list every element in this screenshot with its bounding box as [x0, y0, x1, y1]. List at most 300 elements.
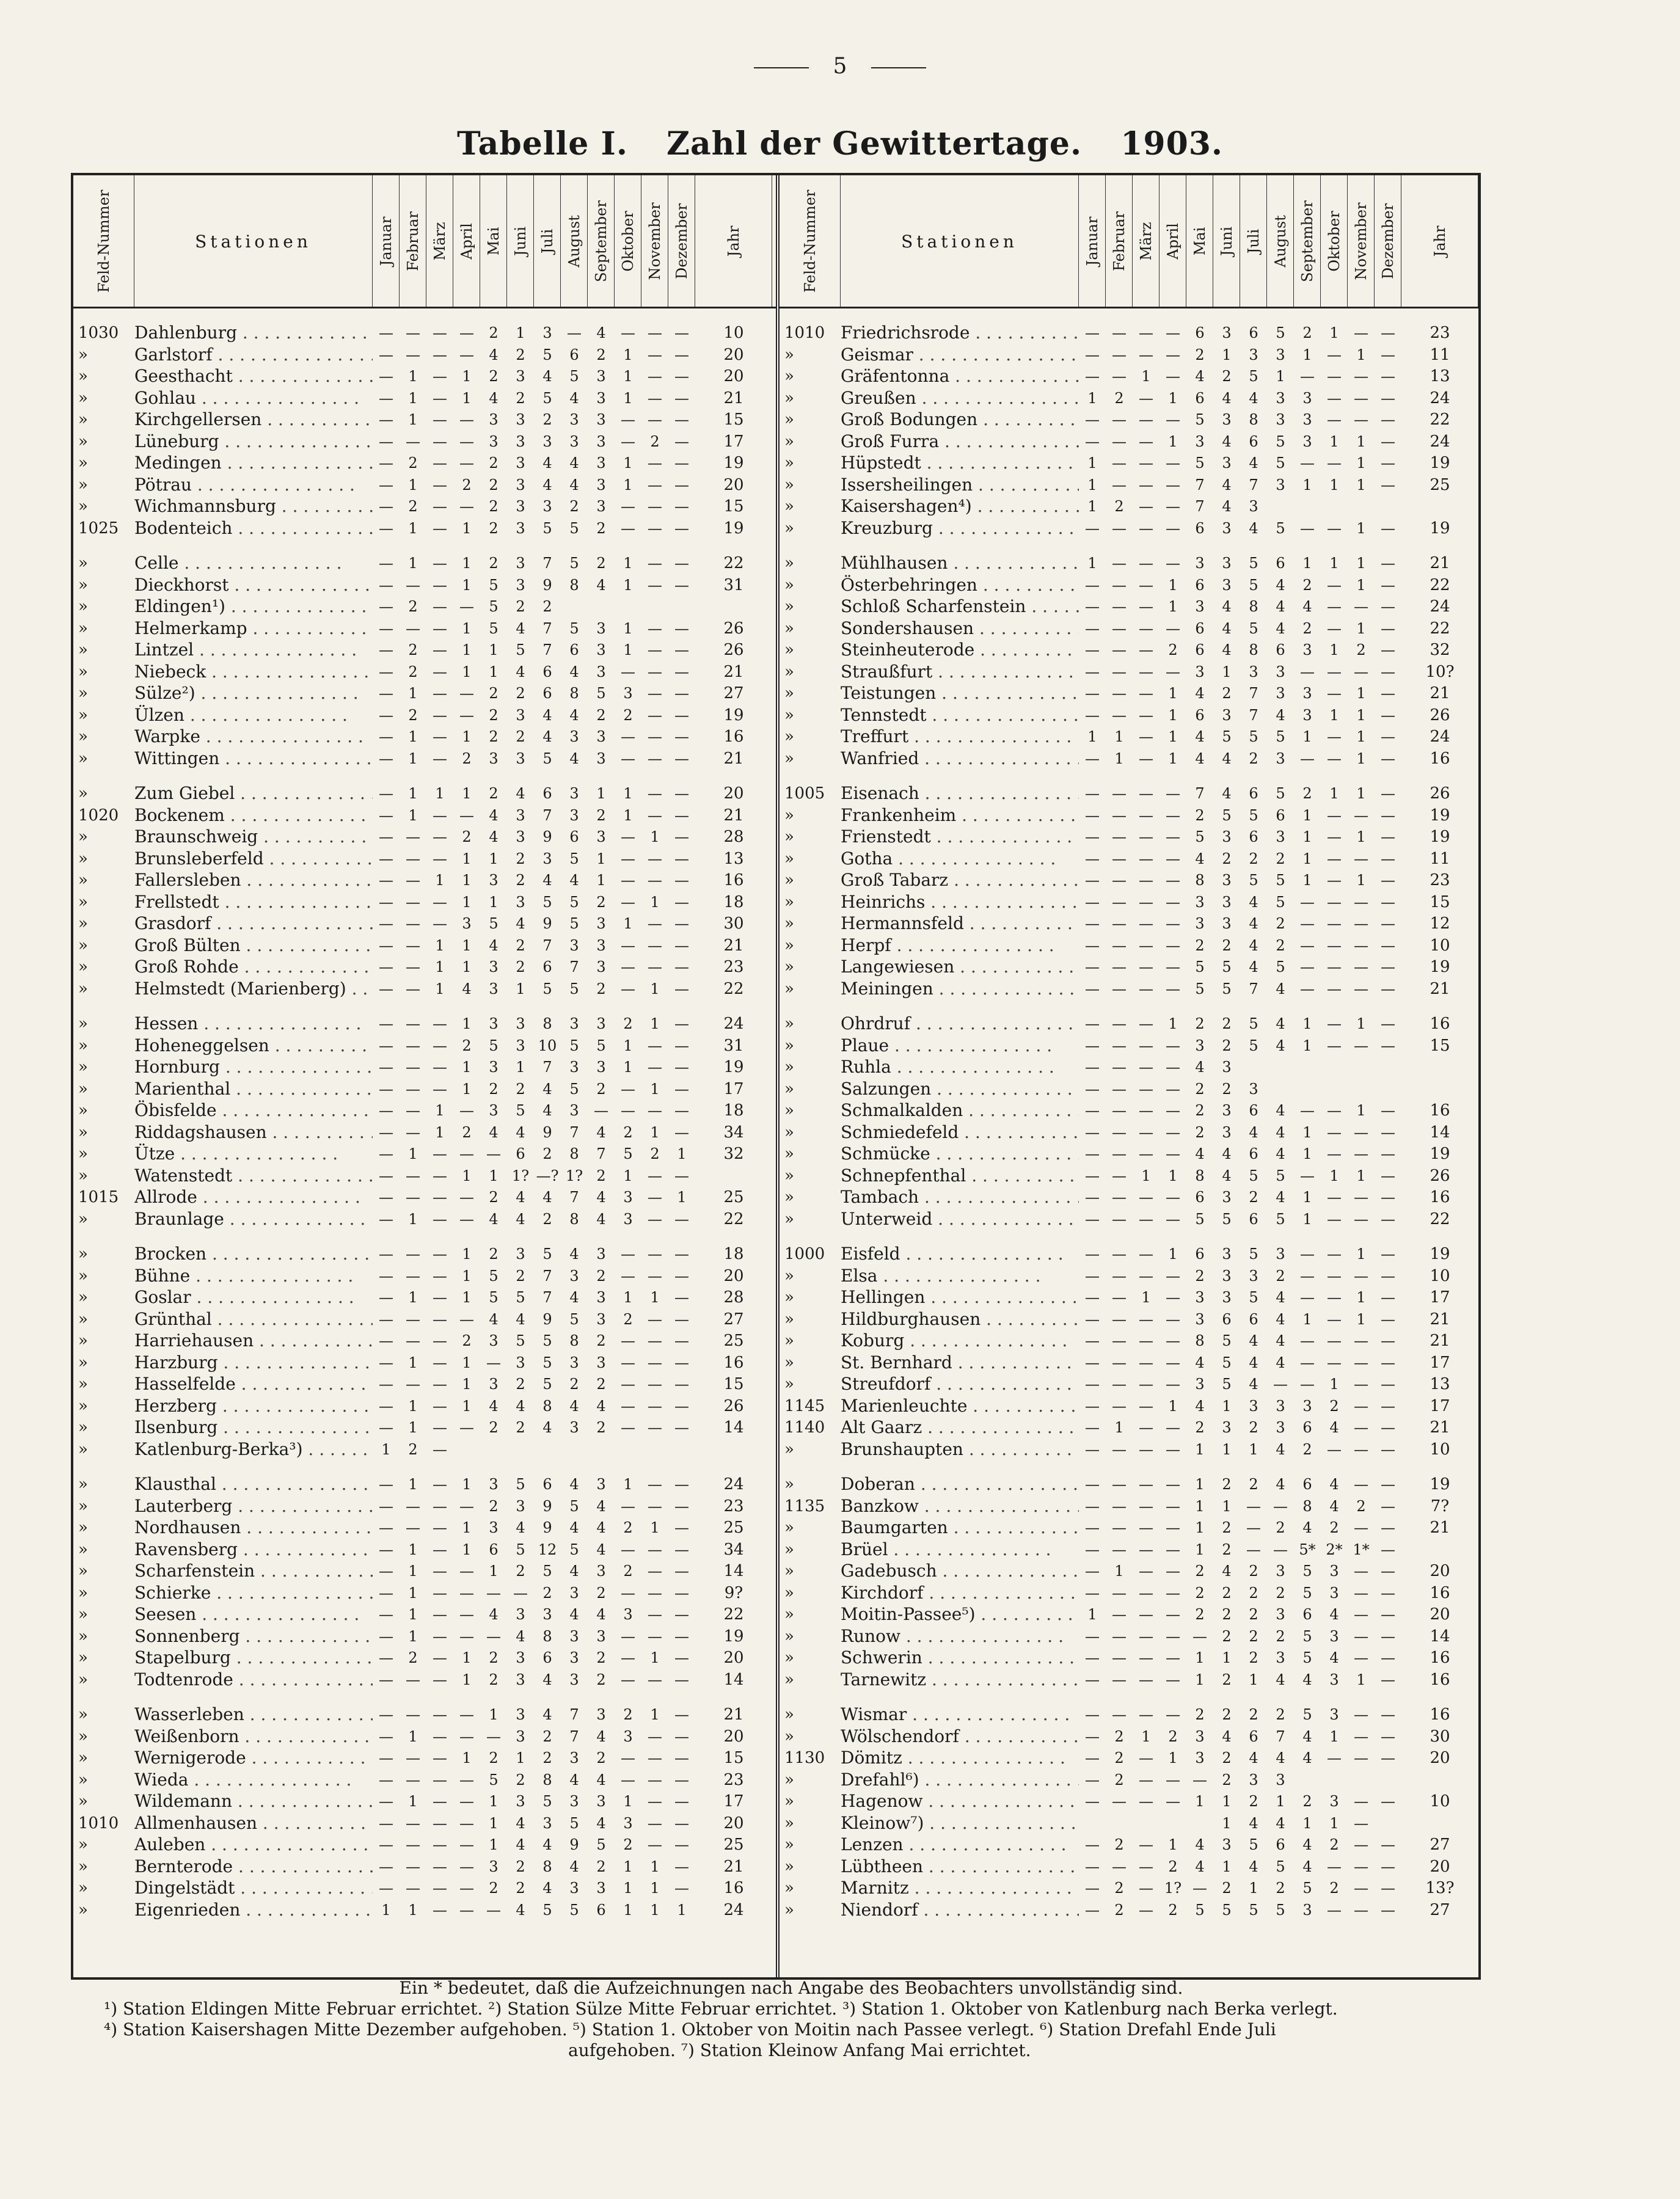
month-count-cell: — [433, 519, 447, 537]
month-count-cell: — [648, 555, 662, 572]
month-count-cell: — [674, 1814, 689, 1832]
month-count-cell: 6 [1249, 1210, 1258, 1228]
month-count-cell: — [406, 1167, 420, 1184]
month-count-cell: 4 [569, 1245, 579, 1263]
month-count-cell: — [1381, 1354, 1395, 1371]
table-row [73, 552, 776, 574]
month-count-cell: 4 [1276, 1476, 1285, 1493]
year-total-cell: 17 [1430, 1396, 1450, 1415]
month-count-cell: 3 [1222, 915, 1232, 932]
month-count-cell: — [1327, 454, 1342, 472]
month-count-cell: — [1166, 619, 1180, 637]
month-count-cell: 4 [1222, 749, 1232, 767]
feld-nummer-cell: » [78, 1166, 88, 1185]
month-count-cell: 1 [408, 476, 418, 494]
year-total-cell: 19 [1430, 806, 1450, 825]
month-count-cell: 1 [650, 893, 660, 911]
month-count-cell: 1 [1222, 1793, 1232, 1810]
month-count-cell: — [1381, 828, 1395, 845]
month-count-cell: — [648, 1563, 662, 1580]
month-count-cell: — [1112, 1245, 1127, 1263]
month-count-cell: 3 [1222, 454, 1232, 472]
year-total-cell: 17 [723, 1792, 744, 1811]
year-total-cell: 20 [1430, 1749, 1450, 1767]
month-count-cell: — [674, 806, 689, 824]
month-count-cell: 4 [542, 1836, 552, 1853]
month-count-cell: — [1112, 1059, 1127, 1076]
station-name-cell: Kreuzburg . . . [841, 517, 1079, 539]
month-count-cell: — [459, 1584, 474, 1602]
table-row [73, 1439, 776, 1461]
month-count-cell: 4 [569, 1858, 579, 1875]
month-count-cell: — [648, 1836, 662, 1853]
month-count-cell: — [1354, 389, 1368, 407]
month-count-cell: 3 [489, 872, 499, 889]
feld-nummer-cell: » [78, 554, 88, 572]
year-total-cell: 24 [1430, 597, 1450, 616]
month-count-cell: 3 [1222, 1267, 1232, 1285]
month-count-cell: — [379, 980, 393, 997]
month-count-cell: 1 [1195, 1541, 1205, 1558]
month-count-cell: — [1139, 389, 1153, 407]
month-count-cell: 1 [1356, 454, 1366, 472]
table-row [780, 748, 1478, 770]
month-count-cell: 1? [1164, 1880, 1182, 1897]
table-row [780, 1495, 1478, 1517]
month-count-cell: — [459, 1771, 474, 1789]
month-count-cell: 1 [1249, 1671, 1258, 1688]
month-count-cell: 1 [462, 519, 472, 537]
month-count-cell: — [1381, 893, 1395, 911]
month-count-cell: 5 [489, 619, 499, 637]
month-count-cell: — [621, 663, 635, 680]
month-count-cell: 3 [569, 1671, 579, 1688]
header-month [453, 175, 480, 307]
month-count-cell: 2 [516, 1080, 525, 1098]
month-count-cell: — [1354, 915, 1368, 932]
table-row [780, 618, 1478, 640]
month-count-cell: — [486, 1145, 501, 1162]
month-count-cell: 1 [1195, 1649, 1205, 1666]
month-count-cell: — [459, 324, 474, 341]
month-count-cell: — [379, 619, 393, 637]
month-count-cell: 1 [516, 980, 525, 997]
month-count-cell: — [1166, 1497, 1180, 1515]
feld-nummer-cell: » [784, 1857, 794, 1876]
month-count-cell: — [674, 1123, 689, 1141]
month-count-cell: 6 [1195, 324, 1205, 341]
year-total-cell: 19 [1430, 519, 1450, 538]
month-count-cell: 4 [1195, 1354, 1205, 1371]
month-count-cell: 3 [516, 432, 525, 450]
month-count-cell: 2 [489, 476, 499, 494]
month-count-cell: 3 [596, 663, 606, 680]
month-count-cell: — [1085, 706, 1100, 724]
feld-nummer-cell: » [78, 1266, 88, 1285]
month-count-cell: — [1085, 576, 1100, 594]
table-row [73, 1790, 776, 1812]
month-count-cell: — [1381, 1123, 1395, 1141]
station-name-cell: Niendorf . . . [841, 1899, 1079, 1921]
month-count-cell: 5 [542, 1563, 552, 1580]
station-name-cell: Sonnenberg . . . [134, 1625, 373, 1647]
month-count-cell: 2 [1249, 850, 1258, 867]
month-count-cell: — [1139, 1627, 1153, 1645]
station-name-cell: Straußfurt . . . [841, 661, 1079, 683]
month-count-cell: 5 [623, 1145, 633, 1162]
month-count-cell: 4 [1302, 598, 1312, 615]
year-total-cell: 14 [1430, 1627, 1450, 1646]
table-row [780, 1035, 1478, 1057]
month-count-cell: 1 [623, 346, 633, 363]
month-count-cell: 3 [489, 1376, 499, 1393]
station-name-cell: Wildemann . . . [134, 1790, 373, 1812]
feld-nummer-cell: » [78, 1649, 88, 1667]
month-count-cell: 4 [569, 706, 579, 724]
month-count-cell: — [379, 555, 393, 572]
month-count-cell: — [674, 576, 689, 594]
month-count-cell: — [406, 1706, 420, 1723]
month-count-cell: — [459, 1727, 474, 1745]
month-count-cell: — [1300, 980, 1315, 997]
month-count-cell: 4 [516, 1210, 525, 1228]
month-count-cell: — [1112, 1858, 1127, 1875]
table-row [73, 956, 776, 978]
month-count-cell: — [379, 1397, 393, 1415]
header-month-label: März [431, 222, 448, 260]
month-count-cell: — [406, 980, 420, 997]
month-count-cell: 1 [1356, 1289, 1366, 1306]
month-count-cell: 6 [1276, 1836, 1285, 1853]
month-count-cell: — [1166, 1080, 1180, 1098]
month-count-cell: — [379, 1332, 393, 1349]
month-count-cell: 1 [677, 1189, 687, 1206]
month-count-cell: — [433, 728, 447, 745]
year-total-cell: 20 [723, 475, 744, 494]
month-count-cell: 3 [1195, 893, 1205, 911]
month-count-cell: 1 [1087, 476, 1097, 494]
feld-nummer-cell: » [784, 1627, 794, 1646]
month-count-cell: 5 [569, 1901, 579, 1919]
month-count-cell: 6 [1222, 1310, 1232, 1328]
month-count-cell: — [379, 576, 393, 594]
month-count-cell: — [1300, 1167, 1315, 1184]
month-count-cell: — [433, 389, 447, 407]
table-row [73, 661, 776, 683]
month-count-cell: 3 [516, 1671, 525, 1688]
station-name-cell: Lübtheen . . . [841, 1856, 1079, 1878]
feld-nummer-cell: » [78, 1375, 88, 1393]
month-count-cell: 5 [569, 1541, 579, 1558]
month-count-cell: — [1166, 1102, 1180, 1119]
month-count-cell: 2 [1222, 850, 1232, 867]
month-count-cell: 4 [1249, 1858, 1258, 1875]
month-count-cell: — [486, 1584, 501, 1602]
header-month-label: Juni [511, 226, 529, 256]
month-count-cell: — [459, 432, 474, 450]
feld-nummer-cell: » [78, 367, 88, 385]
table-row [780, 726, 1478, 748]
month-count-cell: 2 [516, 389, 525, 407]
month-count-cell: 2 [1168, 1858, 1178, 1875]
table-row [780, 1373, 1478, 1395]
table-row [73, 1539, 776, 1561]
month-count-cell: 3 [1249, 1771, 1258, 1789]
month-count-cell: 3 [623, 1189, 633, 1206]
station-name-cell: Watenstedt . . . [134, 1165, 373, 1187]
table-row [73, 682, 776, 704]
month-count-cell: — [406, 346, 420, 363]
month-count-cell: 3 [1249, 1080, 1258, 1098]
year-total-cell: 15 [1430, 892, 1450, 911]
month-count-cell: 1 [1087, 555, 1097, 572]
year-total-cell: 27 [723, 1310, 744, 1329]
month-count-cell: 2 [1222, 1771, 1232, 1789]
month-count-cell: — [1327, 1245, 1342, 1263]
month-count-cell: 3 [516, 1793, 525, 1810]
year-total-cell: 26 [1430, 784, 1450, 803]
header-month [561, 175, 588, 307]
month-count-cell: — [1085, 619, 1100, 637]
month-count-cell: 6 [1276, 641, 1285, 658]
table-row [780, 956, 1478, 978]
month-count-cell: — [1166, 1584, 1180, 1602]
month-count-cell: — [433, 576, 447, 594]
month-count-cell: 5 [1302, 1627, 1312, 1645]
month-count-cell: 7 [542, 936, 552, 954]
month-count-cell: — [433, 1649, 447, 1666]
month-count-cell: 2 [489, 498, 499, 515]
month-count-cell: — [1085, 1440, 1100, 1458]
month-count-cell: 5 [1276, 872, 1285, 889]
month-count-cell: — [621, 1376, 635, 1393]
month-count-cell: 1 [408, 368, 418, 385]
table-row [780, 639, 1478, 661]
month-count-cell: — [433, 432, 447, 450]
month-count-cell: — [406, 1080, 420, 1098]
month-count-cell: 4 [462, 980, 472, 997]
month-count-cell: — [1139, 1145, 1153, 1162]
station-name-cell: Sülze²) . . . [134, 682, 373, 704]
month-count-cell: — [621, 936, 635, 954]
month-count-cell: 5 [1249, 1289, 1258, 1306]
month-count-cell: — [1381, 454, 1395, 472]
month-count-cell: 4 [516, 785, 525, 802]
month-count-cell: — [1085, 411, 1100, 428]
month-count-cell: — [1381, 476, 1395, 494]
month-count-cell: 2 [1249, 1606, 1258, 1623]
month-count-cell: 5 [1222, 980, 1232, 997]
station-name-cell: Brüel . . . [841, 1539, 1079, 1561]
feld-nummer-cell: » [78, 914, 88, 933]
month-count-cell: — [1139, 936, 1153, 954]
month-count-cell: 3 [596, 432, 606, 450]
month-count-cell: 1 [1114, 1419, 1124, 1436]
feld-nummer-cell: » [78, 1900, 88, 1919]
month-count-cell: — [621, 1497, 635, 1515]
month-count-cell: 2 [1114, 1901, 1124, 1919]
table-row [780, 804, 1478, 826]
year-total-cell: 20 [723, 1814, 744, 1832]
year-total-cell: 24 [723, 1475, 744, 1493]
month-count-cell: 5 [1276, 728, 1285, 745]
month-count-cell: 4 [1249, 454, 1258, 472]
table-row [780, 1899, 1478, 1921]
month-count-cell: — [1166, 980, 1180, 997]
year-total-cell: 14 [723, 1562, 744, 1580]
month-count-cell: 4 [1195, 1836, 1205, 1853]
month-count-cell: 4 [1222, 389, 1232, 407]
year-total-cell: 34 [723, 1540, 744, 1559]
header-month-label: Oktober [619, 210, 637, 272]
month-count-cell: 4 [1249, 958, 1258, 976]
month-count-cell: —? [536, 1167, 559, 1184]
header-month-label: August [1271, 214, 1289, 268]
month-count-cell: — [1085, 806, 1100, 824]
month-count-cell: — [621, 432, 635, 450]
month-count-cell: — [1381, 1245, 1395, 1263]
month-count-cell: 3 [596, 476, 606, 494]
month-count-cell: 4 [1249, 1354, 1258, 1371]
year-total-cell: 11 [1430, 849, 1450, 868]
month-count-cell: — [621, 1771, 635, 1789]
month-count-cell: — [406, 1015, 420, 1032]
feld-nummer-cell: » [784, 1058, 794, 1076]
station-name-cell: Hüpstedt . . . [841, 452, 1079, 474]
table-row [73, 1035, 776, 1057]
month-count-cell: 2 [489, 454, 499, 472]
month-count-cell: 7 [569, 1706, 579, 1723]
feld-nummer-cell: » [784, 1101, 794, 1120]
month-count-cell: — [459, 1901, 474, 1919]
month-count-cell: 1 [1168, 598, 1178, 615]
station-name-cell: Wieda . . . [134, 1769, 373, 1791]
station-name-cell: Ravensberg . . . [134, 1539, 373, 1561]
station-name-cell: Harzburg . . . [134, 1352, 373, 1374]
table-row [73, 1330, 776, 1352]
station-name-cell: Tennstedt . . . [841, 704, 1079, 726]
month-count-cell: 8 [1249, 411, 1258, 428]
month-count-cell: 2 [569, 1376, 579, 1393]
month-count-cell: 1 [1222, 1858, 1232, 1875]
month-count-cell: 5 [1195, 454, 1205, 472]
month-count-cell: 1 [408, 411, 418, 428]
month-count-cell: — [1085, 1015, 1100, 1032]
station-name-cell: Ilsenburg . . . [134, 1417, 373, 1439]
month-count-cell: 1 [462, 1354, 472, 1371]
month-count-cell: — [379, 1793, 393, 1810]
month-count-cell: 7 [542, 1059, 552, 1076]
month-count-cell: 3 [569, 1015, 579, 1032]
year-total-cell: 13? [1425, 1879, 1455, 1897]
feld-nummer-cell: » [78, 958, 88, 976]
month-count-cell: 1 [1168, 685, 1178, 702]
year-total-cell: 13 [1430, 1375, 1450, 1393]
month-count-cell: 4 [596, 1541, 606, 1558]
month-count-cell: — [406, 1519, 420, 1536]
month-count-cell: — [1354, 1858, 1368, 1875]
month-count-cell: — [379, 893, 393, 911]
month-count-cell: — [674, 1627, 689, 1645]
month-count-cell: — [1112, 555, 1127, 572]
month-count-cell: — [1085, 1541, 1100, 1558]
month-count-cell: — [406, 893, 420, 911]
month-count-cell: 5 [1222, 1376, 1232, 1393]
month-count-cell: — [1327, 850, 1342, 867]
month-count-cell: — [648, 498, 662, 515]
table-row [73, 1308, 776, 1330]
month-count-cell: 2 [1276, 850, 1285, 867]
month-count-cell: — [1112, 958, 1127, 976]
feld-nummer-cell: » [78, 871, 88, 889]
year-total-cell: 23 [1430, 324, 1450, 342]
month-count-cell: — [406, 872, 420, 889]
table-row [780, 1186, 1478, 1208]
month-count-cell: — [1166, 1671, 1180, 1688]
month-count-cell: — [648, 1310, 662, 1328]
month-count-cell: 3 [623, 1210, 633, 1228]
month-count-cell: 1 [1222, 1397, 1232, 1415]
month-count-cell: 2 [1195, 1606, 1205, 1623]
feld-nummer-cell: » [784, 1705, 794, 1724]
month-count-cell: 4 [516, 663, 525, 680]
month-count-cell: 1 [1141, 368, 1151, 385]
month-count-cell: 2 [569, 498, 579, 515]
station-name-cell: Baumgarten . . . [841, 1517, 1079, 1539]
month-count-cell: — [674, 1749, 689, 1767]
month-count-cell: 3 [1222, 1289, 1232, 1306]
station-name-cell: Hellingen . . . [841, 1286, 1079, 1308]
month-count-cell: 1 [623, 1858, 633, 1875]
month-count-cell: — [1327, 936, 1342, 954]
feld-nummer-cell: 1030 [78, 324, 119, 342]
month-count-cell: — [433, 1037, 447, 1054]
month-count-cell: 2 [596, 519, 606, 537]
month-count-cell: — [1381, 728, 1395, 745]
month-count-cell: — [621, 519, 635, 537]
month-count-cell: — [1354, 1332, 1368, 1349]
month-count-cell: — [1300, 454, 1315, 472]
month-count-cell: — [1139, 1123, 1153, 1141]
month-count-cell: — [1327, 1289, 1342, 1306]
month-count-cell: 4 [1195, 1059, 1205, 1076]
table-row [780, 826, 1478, 848]
month-count-cell: 3 [1329, 1584, 1339, 1602]
month-count-cell: — [648, 619, 662, 637]
year-total-cell: 15 [723, 1749, 744, 1767]
month-count-cell: 3 [1222, 872, 1232, 889]
month-count-cell: 4 [1222, 1145, 1232, 1162]
header-month-label: Dezember [673, 203, 690, 279]
month-count-cell: — [379, 1858, 393, 1875]
year-total-cell: 27 [1430, 1836, 1450, 1854]
month-count-cell: — [379, 1497, 393, 1515]
month-count-cell: — [1327, 368, 1342, 385]
month-count-cell: — [1192, 1627, 1207, 1645]
month-count-cell: — [1166, 324, 1180, 341]
month-count-cell: 1 [1168, 576, 1178, 594]
feld-nummer-cell: » [78, 388, 88, 407]
feld-nummer-cell: » [784, 1079, 794, 1098]
month-count-cell: 2 [542, 1727, 552, 1745]
month-count-cell: 6 [1195, 1189, 1205, 1206]
month-count-cell: 4 [569, 749, 579, 767]
month-count-cell: 2 [1302, 324, 1312, 341]
month-count-cell: 5 [569, 619, 579, 637]
month-count-cell: — [1112, 1671, 1127, 1688]
feld-nummer-cell: » [78, 1101, 88, 1120]
month-count-cell: 5 [489, 1289, 499, 1306]
